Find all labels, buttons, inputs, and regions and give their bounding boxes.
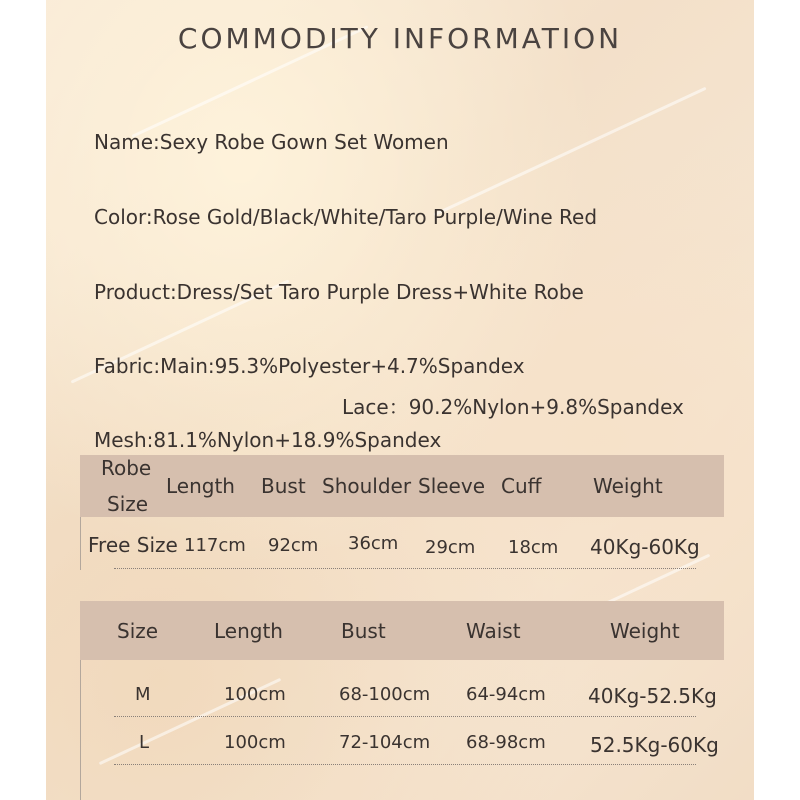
dress-header-length: Length: [214, 619, 283, 643]
robe-cell-cuff: 18cm: [508, 537, 559, 558]
fabric-lace: Lace：90.2%Nylon+9.8%Spandex: [342, 395, 684, 419]
dress-cell-bust: 68-100cm: [339, 684, 431, 705]
row-divider: [114, 716, 696, 717]
product-name: Name:Sexy Robe Gown Set Women: [94, 130, 449, 154]
fabric-main: Fabric:Main:95.3%Polyester+4.7%Spandex: [94, 354, 525, 378]
dress-cell-size: M: [135, 684, 151, 705]
robe-cell-sleeve: 29cm: [425, 537, 476, 558]
robe-cell-size: Free Size: [88, 533, 178, 557]
product-type: Product:Dress/Set Taro Purple Dress+White Robe: [94, 280, 584, 304]
robe-header-shoulder: Shoulder: [322, 474, 412, 498]
page-title: COMMODITY INFORMATION: [177, 22, 623, 55]
dress-cell-weight: 40Kg-52.5Kg: [588, 684, 717, 708]
dress-header-waist: Waist: [466, 619, 521, 643]
dress-cell-weight: 52.5Kg-60Kg: [590, 733, 719, 757]
dress-cell-size: L: [139, 732, 150, 753]
row-divider: [114, 568, 696, 569]
product-color: Color:Rose Gold/Black/White/Taro Purple/Wine Red: [94, 205, 598, 229]
dress-header-size: Size: [117, 619, 159, 643]
robe-cell-shoulder: 36cm: [348, 533, 399, 554]
robe-cell-bust: 92cm: [268, 535, 319, 556]
dress-header-weight: Weight: [610, 619, 680, 643]
robe-cell-weight: 40Kg-60Kg: [590, 535, 700, 559]
fabric-mesh: Mesh:81.1%Nylon+18.9%Spandex: [94, 428, 442, 452]
dress-cell-waist: 68-98cm: [466, 732, 546, 753]
row-divider: [114, 764, 696, 765]
robe-header-cuff: Cuff: [501, 474, 542, 498]
dress-table-border: [80, 660, 81, 800]
dress-cell-length: 100cm: [224, 684, 286, 705]
dress-cell-waist: 64-94cm: [466, 684, 546, 705]
robe-cell-length: 117cm: [184, 535, 246, 556]
robe-header-bust: Bust: [261, 474, 306, 498]
robe-header-size: Size: [107, 492, 149, 516]
robe-header-length: Length: [166, 474, 235, 498]
robe-table-border: [80, 517, 81, 570]
dress-cell-bust: 72-104cm: [339, 732, 431, 753]
robe-header-robe: Robe: [101, 456, 152, 480]
background-streak: [433, 87, 706, 217]
robe-header-weight: Weight: [593, 474, 663, 498]
dress-header-bust: Bust: [341, 619, 386, 643]
robe-header-sleeve: Sleeve: [418, 474, 486, 498]
dress-cell-length: 100cm: [224, 732, 286, 753]
